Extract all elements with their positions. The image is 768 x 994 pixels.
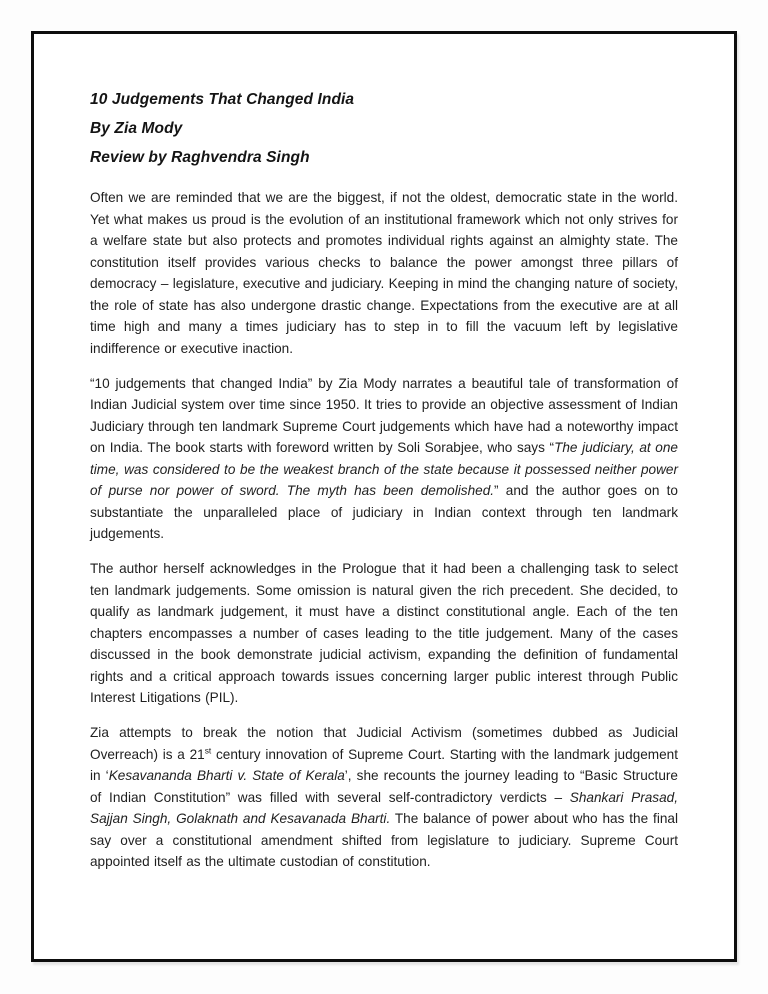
text-segment-normal: Zia attempts to break the notion that Judicial Activism (sometimes dubbed as Judicial Overreach) is a 21 [90,725,678,762]
text-segment-italic: Shankari Prasad, Sajjan Singh, Golaknath and Kesavanada Bharti. [90,789,678,826]
text-segment-italic: The judiciary, at one time, was considered to be the weakest branch of the state because it possessed neither power of purse nor power of sword. The myth has been demolished. [90,440,678,498]
text-segment-normal: ” and the author goes on to substantiate the unparalleled place of judiciary in Indian context through ten landmark judgements. [90,483,678,541]
review-byline: Review by Raghvendra Singh [90,149,310,166]
text-segment-normal: Often we are reminded that we are the biggest, if not the oldest, democratic state in the world. Yet what makes us proud is the evolution of an institutional framework which not only strives for a welfare state but also protects and promotes individual rights against an almighty state. The constitution itself provides various checks to balance the power amongst three pillars of democracy – legislature, executive and judiciary. Keeping in mind the changing nature of society, the role of state has also undergone drastic change. Expectations from the executive are at all time high and many a times judiciary has to step in to fill the vacuum left by legislative indifference or executive inaction. [90,190,678,356]
text-segment-sup: st [204,744,212,755]
document-body [90,187,678,873]
text-segment-normal: “10 judgements that changed India” by Zia Mody narrates a beautiful tale of transformation of Indian Judicial system over time since 1950. It tries to provide an objective assessment of Indian Judiciary through ten landmark Supreme Court judgements which have had a noteworthy impact on India. The book starts with foreword written by Soli Sorabjee, who says “ [90,375,678,455]
text-segment-normal: The balance of power about who has the final say over a constitutional amendment shifted from legislature to judiciary. Supreme Court appointed itself as the ultimate custodian of constitution. [90,811,678,869]
body-paragraph [90,722,678,873]
body-paragraph [90,187,678,359]
document-header [90,92,678,166]
text-segment-normal: ’, she recounts the journey leading to “Basic Structure of Indian Constitution” was filled with several self-contradictory verdicts – [90,768,678,805]
body-paragraph [90,558,678,709]
body-paragraph [90,373,678,545]
text-segment-normal: century innovation of Supreme Court. Starting with the landmark judgement in ‘ [90,746,678,783]
text-segment-italic: Kesavananda Bharti v. State of Kerala [108,768,345,783]
text-segment-normal: The author herself acknowledges in the Prologue that it had been a challenging task to select ten landmark judgements. Some omission is natural given the rich precedent. She decided, to qualify as landmark judgement, it must have a distinct constitutional angle. Each of the ten chapters encompasses a number of cases leading to the title judgement. Many of the cases discussed in the book demonstrate judicial activism, expanding the definition of fundamental rights and a critical approach towards issues concerning larger public interest through Public Interest Litigations (PIL). [90,561,678,705]
book-author-line: By Zia Mody [90,120,183,137]
document-page [31,31,737,962]
book-title: 10 Judgements That Changed India [90,91,355,108]
